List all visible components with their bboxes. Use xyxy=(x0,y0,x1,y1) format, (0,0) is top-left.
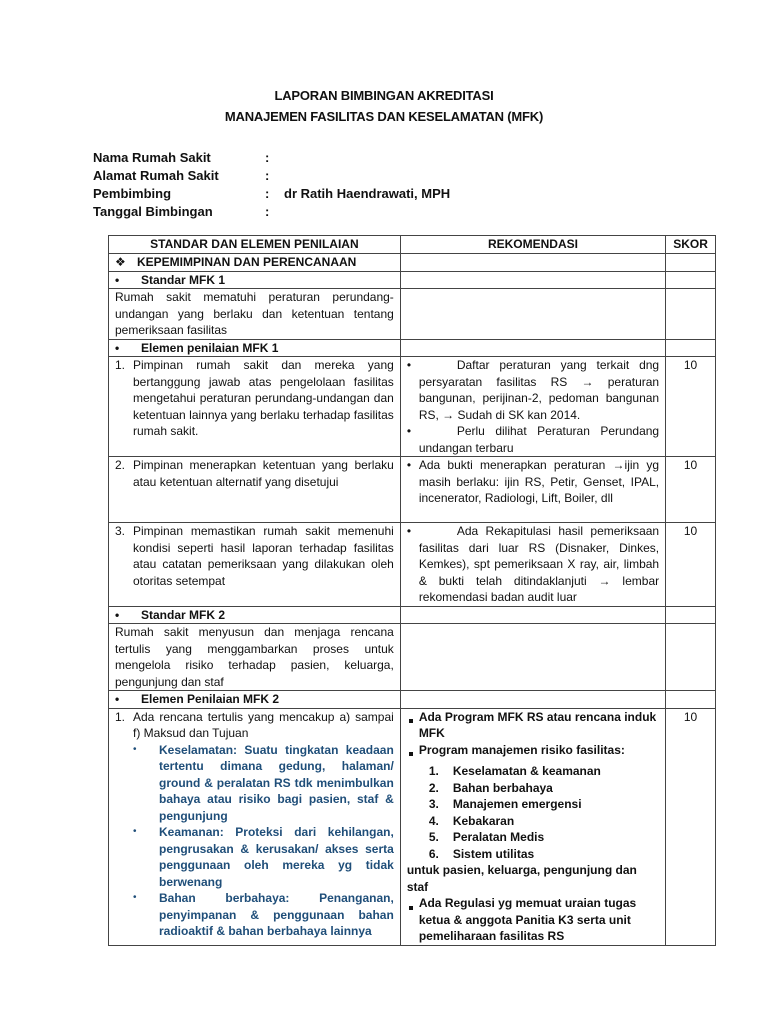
table-row-element-heading xyxy=(109,339,716,357)
score-cell: 10 xyxy=(666,523,716,607)
list-item xyxy=(429,846,659,863)
standard-label: Standar MFK 1 xyxy=(141,272,226,287)
program-list xyxy=(407,763,659,862)
empty-cell xyxy=(666,606,716,624)
recommendation-cell xyxy=(400,357,665,457)
bullet-icon: • xyxy=(406,424,412,438)
empty-cell xyxy=(666,339,716,357)
info-label: Tanggal Bimbingan xyxy=(93,204,213,219)
score-cell: 10 xyxy=(666,708,716,945)
empty-cell xyxy=(666,254,716,272)
item-number: 3. xyxy=(428,797,439,811)
section-cell xyxy=(109,254,401,272)
element-text: Pimpinan rumah sakit dan mereka yang bertanggung jawab atas pengelolaan fasilitas mengetahui peraturan perundang-undangan dan ketentuan lainnya yang berlaku terhadap fasilitas rumah sakit. xyxy=(133,358,394,438)
square-bullet-icon xyxy=(409,906,413,910)
header-standard: STANDAR DAN ELEMEN PENILAIAN xyxy=(109,236,401,254)
purpose-list xyxy=(115,742,394,940)
bullet-icon: • xyxy=(133,892,137,903)
element-text: Ada rencana tertulis yang mencakup a) sampai f) Maksud dan Tujuan xyxy=(133,709,394,740)
diamond-bullet-icon: ❖ xyxy=(115,255,126,269)
table-row-standard-description xyxy=(109,624,716,691)
element-cell xyxy=(109,523,401,607)
info-row-supervisor xyxy=(93,186,450,204)
list-item xyxy=(133,824,394,890)
element-cell xyxy=(109,708,401,945)
recommendation-cell xyxy=(400,457,665,523)
info-colon: : xyxy=(265,186,270,201)
item-number: 1. xyxy=(115,358,126,372)
program-text: Kebakaran xyxy=(452,813,515,828)
bullet-icon: • xyxy=(115,340,120,355)
recommendation-text: Daftar peraturan yang terkait dng persyaratan fasilitas RS → peraturan bangunan, perijinan-2, pedoman bangunan RS, → Sudah di SK kan 2014. xyxy=(418,358,660,422)
report-title: LAPORAN BIMBINGAN AKREDITASI xyxy=(274,88,494,103)
info-label: Pembimbing xyxy=(93,186,172,201)
element-heading-label: Elemen penilaian MFK 1 xyxy=(141,340,279,355)
table-row xyxy=(109,708,716,945)
table-row-standard-description xyxy=(109,289,716,340)
empty-cell xyxy=(666,289,716,340)
list-item xyxy=(133,742,394,825)
recommendation-text: Ada bukti menerapkan peraturan →ijin yg masih berlaku: ijin RS, Petir, Genset, IPAL, incenerator, Radiologi, Lift, Boiler, dll xyxy=(418,458,660,505)
list-item xyxy=(429,780,659,797)
item-number: 3. xyxy=(115,524,126,538)
table-row xyxy=(109,357,716,457)
table-header-row xyxy=(109,236,716,254)
table-row-standard xyxy=(109,606,716,624)
info-row-hospital-name xyxy=(93,150,450,168)
recommendation-cell xyxy=(400,708,665,945)
info-block xyxy=(93,150,450,222)
bullet-icon: • xyxy=(406,358,412,372)
recommendation-text: Ada Rekapitulasi hasil pemeriksaan fasilitas dari luar RS (Disnaker, Dinkes, Kemkes), spt pemeriksaan X ray, air, limbah & bukti telah ditindaklanjuti → lembar rekomendasi badan audit luar xyxy=(418,524,660,604)
info-colon: : xyxy=(265,150,270,165)
bullet-icon: • xyxy=(406,458,412,472)
program-text: Manajemen emergensi xyxy=(452,797,582,811)
recommendation-text: Ada Program MFK RS atau rencana induk MFK xyxy=(418,709,657,740)
standard-description: Rumah sakit menyusun dan menjaga rencana tertulis yang menggambarkan proses untuk mengelola risiko terhadap pasien, keluarga, pengunjung dan staf xyxy=(109,624,401,691)
section-label: KEPEMIMPINAN DAN PERENCANAAN xyxy=(137,255,357,269)
bullet-icon: • xyxy=(133,826,137,837)
empty-cell xyxy=(400,254,665,272)
recommendation-text: Perlu dilihat Peraturan Perundang undangan terbaru xyxy=(418,424,660,455)
item-number: 2. xyxy=(428,780,439,795)
report-subtitle: MANAJEMEN FASILITAS DAN KESELAMATAN (MFK) xyxy=(224,109,544,124)
empty-cell xyxy=(400,624,665,691)
item-number: 2. xyxy=(115,458,126,472)
list-item xyxy=(429,813,659,830)
assessment-table xyxy=(108,235,716,946)
recommendation-text: Ada Regulasi yg memuat uraian tugas ketua & anggota Panitia K3 serta unit pemeliharaan fasilitas RS xyxy=(418,896,637,943)
bullet-icon: • xyxy=(133,743,137,755)
standard-label: Standar MFK 2 xyxy=(141,607,226,622)
info-colon: : xyxy=(265,204,270,219)
empty-cell xyxy=(666,271,716,289)
table-row-section xyxy=(109,254,716,272)
empty-cell xyxy=(400,691,665,709)
empty-cell xyxy=(666,691,716,709)
bullet-icon: • xyxy=(115,607,120,622)
element-cell xyxy=(109,357,401,457)
info-colon: : xyxy=(265,168,270,183)
item-number: 6. xyxy=(428,846,439,861)
table-row xyxy=(109,523,716,607)
list-item xyxy=(429,796,659,813)
bullet-icon: • xyxy=(406,524,412,538)
item-number: 4. xyxy=(428,813,439,828)
program-text: Keselamatan & keamanan xyxy=(452,764,601,778)
element-heading-label: Elemen Penilaian MFK 2 xyxy=(141,692,280,706)
score-cell: 10 xyxy=(666,357,716,457)
empty-cell xyxy=(400,606,665,624)
element-heading-cell xyxy=(109,691,401,709)
empty-cell xyxy=(400,271,665,289)
empty-cell xyxy=(666,624,716,691)
table-row xyxy=(109,457,716,523)
standard-cell xyxy=(109,271,401,289)
recommendation-cell xyxy=(400,523,665,607)
purpose-text: Bahan berbahaya: Penanganan, penyimpanan & penggunaan bahan radioaktif & bahan berbahaya lainnya xyxy=(159,891,394,938)
list-item xyxy=(429,763,659,780)
bullet-icon: • xyxy=(115,272,120,287)
square-bullet-icon xyxy=(409,752,413,756)
element-cell xyxy=(109,457,401,523)
bullet-icon: • xyxy=(115,692,120,706)
table-row-standard xyxy=(109,271,716,289)
element-heading-cell xyxy=(109,339,401,357)
empty-cell xyxy=(400,339,665,357)
info-value: dr Ratih Haendrawati, MPH xyxy=(284,186,451,201)
info-row-hospital-address xyxy=(93,168,450,186)
header-recommendation: REKOMENDASI xyxy=(400,236,665,254)
program-text: Sistem utilitas xyxy=(452,846,535,861)
purpose-text: Keselamatan: Suatu tingkatan keadaan tertentu dimana gedung, halaman/ ground & peralatan RS tdk menimbulkan bahaya atau risiko bagi pasien, staf & pengunjung xyxy=(159,742,394,823)
header-score: SKOR xyxy=(666,236,716,254)
recommendation-text: Program manajemen risiko fasilitas: xyxy=(418,742,625,757)
table-row-element-heading xyxy=(109,691,716,709)
purpose-text: Keamanan: Proteksi dari kehilangan, pengrusakan & kerusakan/ akses serta penggunaan oleh mereka yg tidak berwenang xyxy=(159,825,394,889)
program-text: Bahan berbahaya xyxy=(452,780,553,795)
recommendation-tail: untuk pasien, keluarga, pengunjung dan staf xyxy=(406,863,637,894)
info-label: Alamat Rumah Sakit xyxy=(93,168,219,183)
score-cell: 10 xyxy=(666,457,716,523)
item-number: 1. xyxy=(115,709,126,724)
standard-cell xyxy=(109,606,401,624)
info-row-date xyxy=(93,204,450,222)
list-item xyxy=(429,829,659,846)
item-number: 1. xyxy=(428,764,439,778)
list-item xyxy=(133,890,394,940)
info-label: Nama Rumah Sakit xyxy=(93,150,211,165)
element-text: Pimpinan memastikan rumah sakit memenuhi kondisi seperti hasil laporan terhadap fasilitas atau catatan pemeriksaan yang dilakukan oleh otoritas setempat xyxy=(133,524,394,588)
square-bullet-icon xyxy=(409,719,413,723)
standard-description: Rumah sakit mematuhi peraturan perundang-undangan yang berlaku dan ketentuan tentang pemeriksaan fasilitas xyxy=(109,289,401,340)
item-number: 5. xyxy=(428,830,439,844)
empty-cell xyxy=(400,289,665,340)
element-text: Pimpinan menerapkan ketentuan yang berlaku atau ketentuan alternatif yang disetujui xyxy=(133,458,394,489)
program-text: Peralatan Medis xyxy=(452,830,545,844)
